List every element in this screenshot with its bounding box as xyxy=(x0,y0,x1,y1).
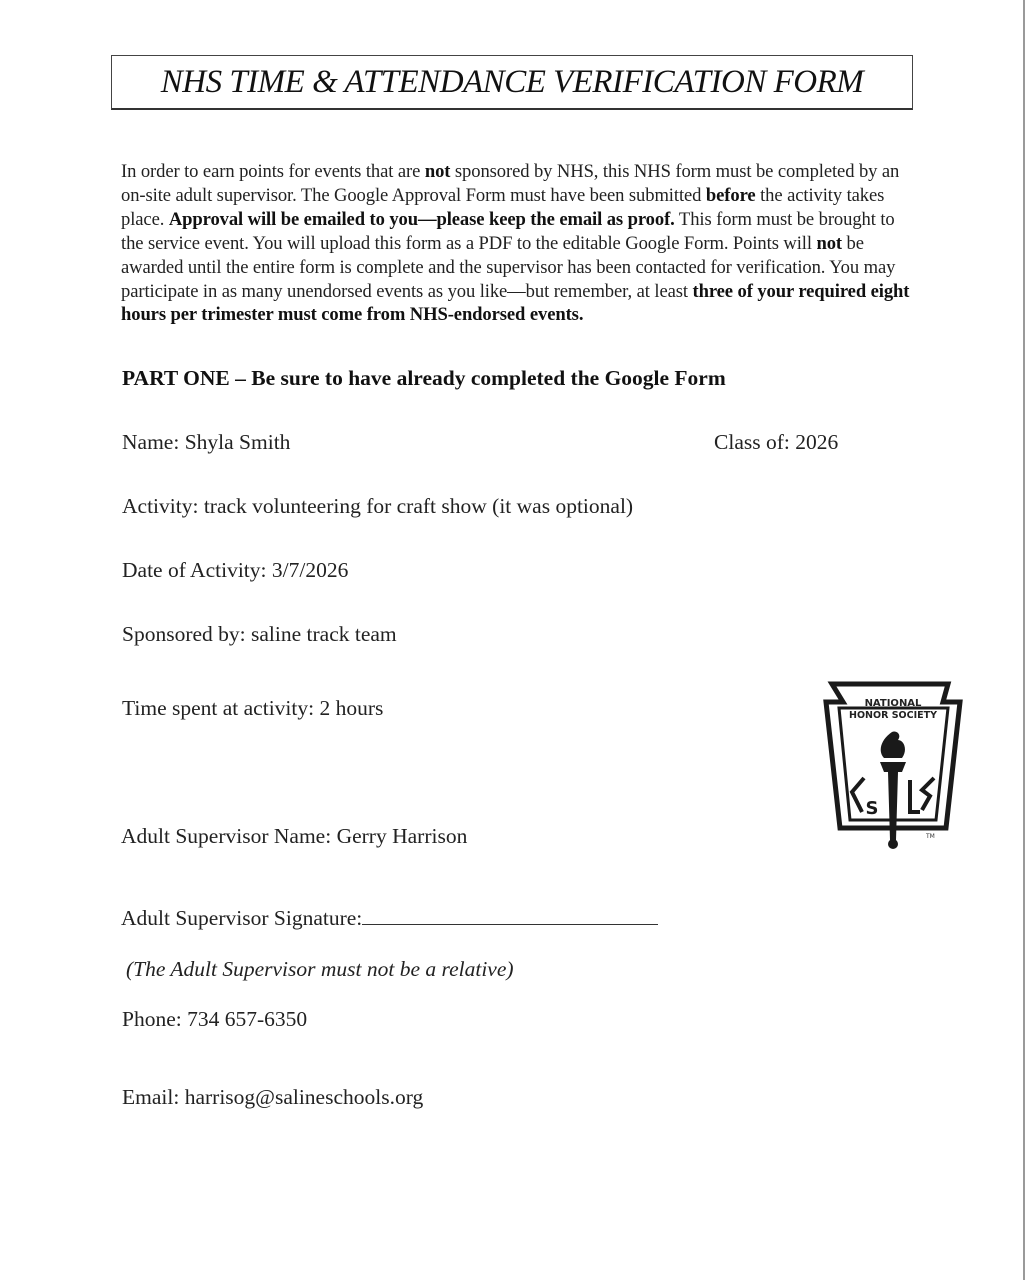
class-of-value: 2026 xyxy=(795,430,839,454)
logo-torch-base xyxy=(888,839,898,849)
intro-text: This form must be brought to the service event. You will upload this form as a PDF to the editable Google Form. Points will xyxy=(121,208,895,254)
intro-emphasis: not xyxy=(816,232,842,254)
date-value: 3/7/2026 xyxy=(271,558,349,582)
time-spent-value: 2 hours xyxy=(319,696,384,720)
intro-text: sponsored by NHS, this NHS form must be completed by an on-site adult supervisor. The Google Approval Form must have been submitted xyxy=(121,161,900,206)
supervisor-name-value: Gerry Harrison xyxy=(336,824,468,848)
intro-text: In order to earn points for events that are xyxy=(121,161,425,182)
time-spent-label: Time spent at activity: xyxy=(122,696,320,720)
class-of-field xyxy=(714,430,838,455)
activity-label: Activity: xyxy=(122,494,204,518)
phone-label: Phone: xyxy=(122,1007,188,1031)
date-label: Date of Activity: xyxy=(122,558,272,582)
nhs-keystone-torch-logo-icon xyxy=(822,680,964,855)
class-of-label: Class of: xyxy=(714,430,796,454)
name-label: Name: xyxy=(122,430,185,454)
supervisor-note: (The Adult Supervisor must not be a relative) xyxy=(126,957,514,981)
intro-paragraph xyxy=(121,160,911,327)
logo-line2: HONOR SOCIETY xyxy=(849,710,937,721)
time-spent-field xyxy=(122,696,383,721)
signature-line[interactable] xyxy=(362,906,658,925)
intro-emphasis: not xyxy=(424,161,451,182)
logo-letter-s1: S xyxy=(865,798,879,819)
intro-emphasis: Approval will be emailed to you—please keep the email as proof. xyxy=(168,208,675,230)
intro-emphasis: three of your required eight hours per trimester must come from NHS-endorsed events. xyxy=(121,280,910,326)
form-title: NHS TIME & ATTENDANCE VERIFICATION FORM xyxy=(160,63,864,100)
supervisor-name-field xyxy=(121,824,467,849)
sponsored-by-label: Sponsored by: xyxy=(122,622,251,646)
intro-text: the activity takes place. xyxy=(121,184,885,230)
logo-trademark: TM xyxy=(926,833,935,840)
name-value: Shyla Smith xyxy=(184,430,291,454)
supervisor-name-label: Adult Supervisor Name: xyxy=(121,824,337,848)
sponsored-by-value: saline track team xyxy=(251,622,397,646)
email-value: harrisog@salineschools.org xyxy=(184,1085,424,1109)
activity-value: track volunteering for craft show (it was optional) xyxy=(203,494,634,518)
intro-text: be awarded until the entire form is complete and the supervisor has been contacted for verification. You may participate in as many unendorsed events as you like—but remember, at least xyxy=(121,232,896,302)
date-field xyxy=(122,558,348,583)
email-field xyxy=(122,1085,423,1110)
sponsored-by-field xyxy=(122,622,397,647)
intro-emphasis: before xyxy=(705,184,756,206)
email-label: Email: xyxy=(122,1085,185,1109)
phone-value: 734 657-6350 xyxy=(187,1007,308,1031)
supervisor-signature-field xyxy=(121,906,658,931)
logo-line1: NATIONAL xyxy=(864,698,922,709)
form-title-box xyxy=(111,55,913,110)
name-field xyxy=(122,430,290,455)
supervisor-signature-label: Adult Supervisor Signature: xyxy=(121,906,363,930)
part-one-heading: PART ONE – Be sure to have already completed the Google Form xyxy=(122,366,726,390)
activity-field xyxy=(122,494,633,519)
phone-field xyxy=(122,1007,307,1032)
